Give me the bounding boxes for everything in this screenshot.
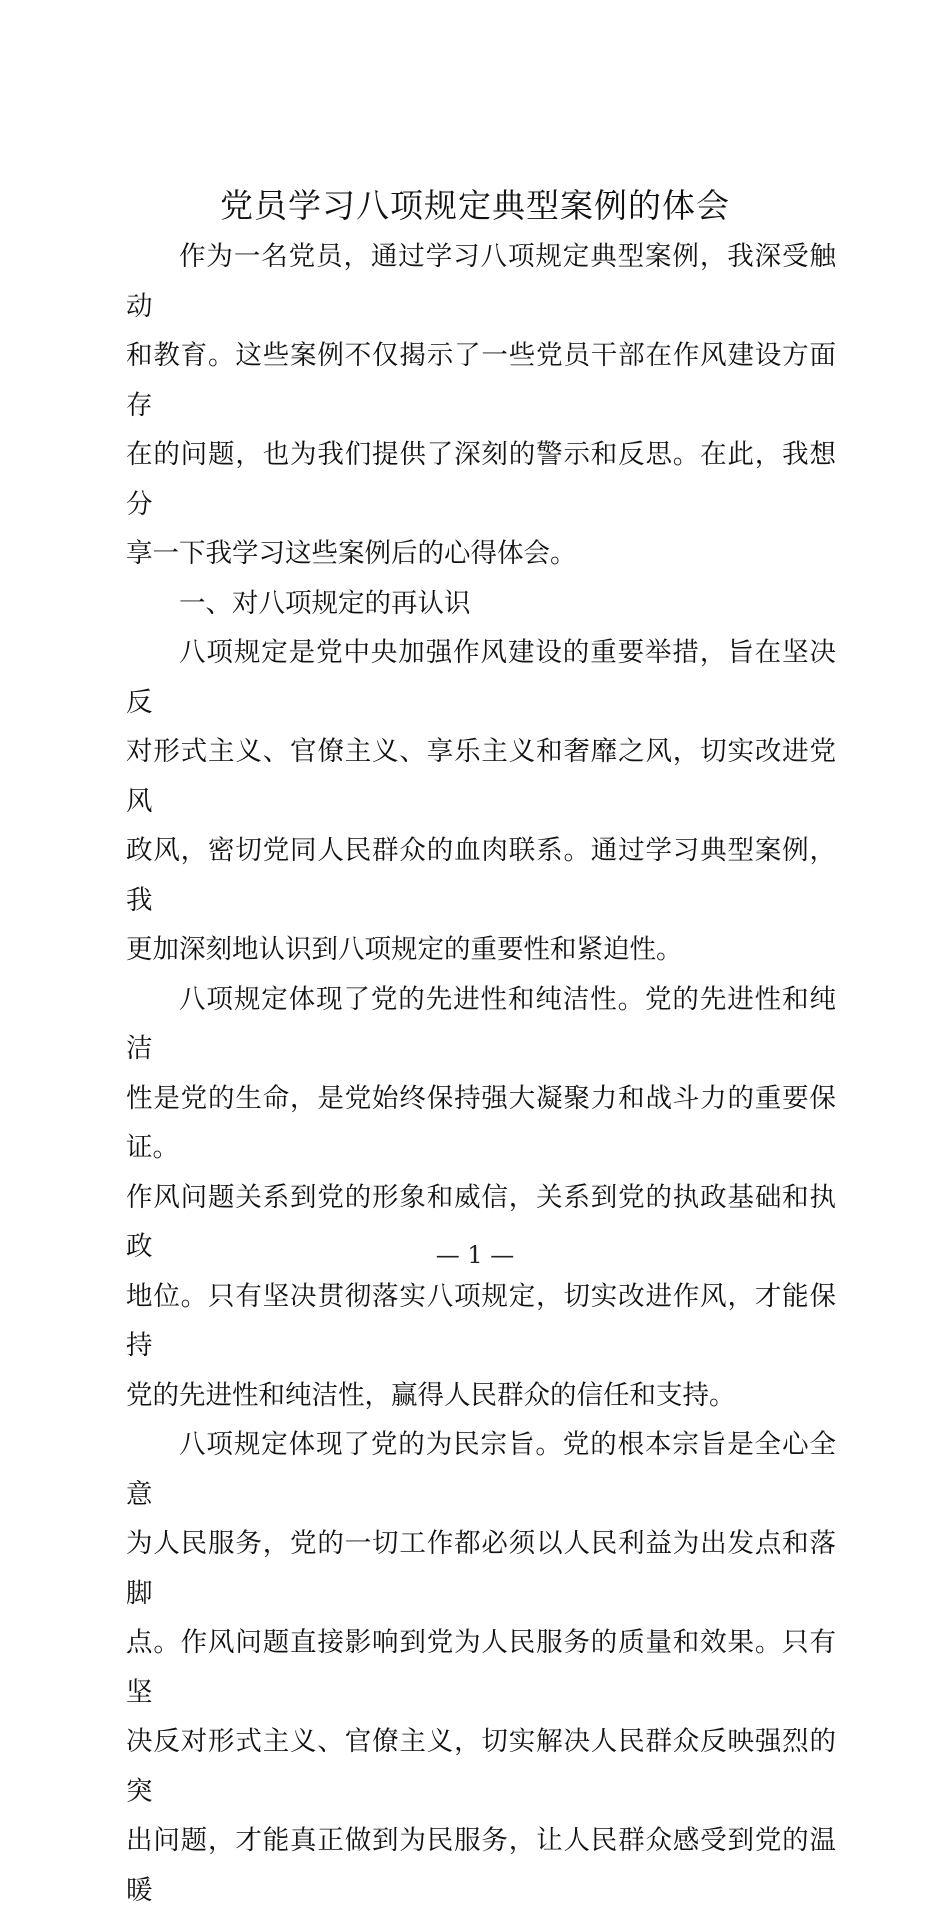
paragraph-intro: 作为一名党员，通过学习八项规定典型案例，我深受触动 和教育。这些案例不仅揭示了一些党员干部在作风建设方面存 在的问题，也为我们提供了深刻的警示和反思。在此，我想分 享一下我学习这些案例后的心得体会。 xyxy=(126,241,836,569)
document-title: 党员学习八项规定典型案例的体会 xyxy=(220,186,730,225)
paragraph-advancement: 八项规定体现了党的先进性和纯洁性。党的先进性和纯洁 性是党的生命，是党始终保持强大凝聚力和战斗力的重要保证。 作风问题关系到党的形象和威信，关系到党的执政基础和执政 地位。只有坚决贯彻落实八项规定，切实改进作风，才能保持 党的先进性和纯洁性，赢得人民群众的信任和支持。 xyxy=(126,983,836,1411)
document-body xyxy=(126,232,836,1915)
page-number: — 1 — xyxy=(435,1241,515,1269)
paragraph-people-service: 八项规定体现了党的为民宗旨。党的根本宗旨是全心全意 为人民服务，党的一切工作都必须以人民利益为出发点和落脚 点。作风问题直接影响到党为人民服务的质量和效果。只有坚 决反对形式主义、官僚主义，切实解决人民群众反映强烈的突 出问题，才能真正做到为民服务，让人民群众感受到党的温暖 xyxy=(126,1429,836,1906)
paragraph-section-1-intro: 八项规定是党中央加强作风建设的重要举措，旨在坚决反 对形式主义、官僚主义、享乐主义和奢靡之风，切实改进党风 政风，密切党同人民群众的血肉联系。通过学习典型案例，我 更加深刻地认识到八项规定的重要性和紧迫性。 xyxy=(126,637,836,965)
section-heading-1: 一、对八项规定的再认识 xyxy=(179,587,471,619)
